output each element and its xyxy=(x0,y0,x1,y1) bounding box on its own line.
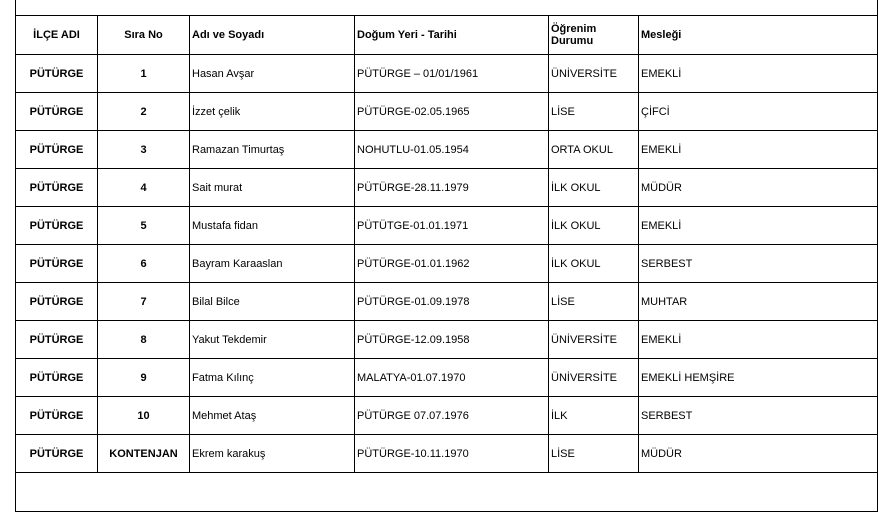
table-row xyxy=(16,55,878,93)
cell-meslek: MÜDÜR xyxy=(639,435,878,473)
cell-ilce: PÜTÜRGE xyxy=(16,93,98,131)
cell-ogrenim: ÜNİVERSİTE xyxy=(549,359,639,397)
cell-sira: 6 xyxy=(98,245,190,283)
cell-ogrenim: ÜNİVERSİTE xyxy=(549,55,639,93)
cell-ilce: PÜTÜRGE xyxy=(16,359,98,397)
cell-ad: Fatma Kılınç xyxy=(190,359,355,397)
cell-meslek: ÇİFCİ xyxy=(639,93,878,131)
cell-meslek: SERBEST xyxy=(639,397,878,435)
table-row xyxy=(16,93,878,131)
cell-sira: 3 xyxy=(98,131,190,169)
cell-dogum: PÜTÜRGE-01.09.1978 xyxy=(355,283,549,321)
header-dogum: Doğum Yeri - Tarihi xyxy=(355,16,549,55)
table-row xyxy=(16,245,878,283)
cell-dogum: NOHUTLU-01.05.1954 xyxy=(355,131,549,169)
cell-sira: 7 xyxy=(98,283,190,321)
cell-sira: 2 xyxy=(98,93,190,131)
cell-ad: Bilal Bilce xyxy=(190,283,355,321)
cell-ogrenim: İLK OKUL xyxy=(549,207,639,245)
cell-ad: Sait murat xyxy=(190,169,355,207)
cell-ilce: PÜTÜRGE xyxy=(16,435,98,473)
cell-ogrenim: LİSE xyxy=(549,435,639,473)
cell-ilce: PÜTÜRGE xyxy=(16,207,98,245)
header-ogrenim-line1: Öğrenim xyxy=(551,23,597,35)
cell-ilce: PÜTÜRGE xyxy=(16,397,98,435)
cell-ogrenim: ÜNİVERSİTE xyxy=(549,321,639,359)
cell-dogum: PÜTÜRGE-12.09.1958 xyxy=(355,321,549,359)
cell-ad: Mehmet Ataş xyxy=(190,397,355,435)
cell-ad: İzzet çelik xyxy=(190,93,355,131)
cell-ogrenim: ORTA OKUL xyxy=(549,131,639,169)
cell-ad: Bayram Karaaslan xyxy=(190,245,355,283)
cell-ilce: PÜTÜRGE xyxy=(16,283,98,321)
header-ogrenim xyxy=(549,16,639,55)
cell-sira: 1 xyxy=(98,55,190,93)
table-row xyxy=(16,321,878,359)
table-row xyxy=(16,397,878,435)
cell-ilce: PÜTÜRGE xyxy=(16,55,98,93)
cell-ogrenim: İLK OKUL xyxy=(549,245,639,283)
cell-sira: 10 xyxy=(98,397,190,435)
cell-ilce: PÜTÜRGE xyxy=(16,245,98,283)
header-ad: Adı ve Soyadı xyxy=(190,16,355,55)
cell-meslek: MUHTAR xyxy=(639,283,878,321)
table-bottom-blank-cell xyxy=(16,473,878,512)
cell-sira: KONTENJAN xyxy=(98,435,190,473)
header-ilce: İLÇE ADI xyxy=(16,16,98,55)
cell-sira: 9 xyxy=(98,359,190,397)
candidate-table xyxy=(15,0,878,512)
header-meslek: Mesleği xyxy=(639,16,878,55)
table-row xyxy=(16,207,878,245)
cell-sira: 8 xyxy=(98,321,190,359)
cell-sira: 4 xyxy=(98,169,190,207)
cell-ogrenim: İLK xyxy=(549,397,639,435)
cell-dogum: PÜTÜRGE – 01/01/1961 xyxy=(355,55,549,93)
table-row xyxy=(16,359,878,397)
cell-dogum: PÜTÜRGE-28.11.1979 xyxy=(355,169,549,207)
cell-ogrenim: LİSE xyxy=(549,93,639,131)
cell-dogum: PÜTÜRGE-01.01.1962 xyxy=(355,245,549,283)
cell-ad: Hasan Avşar xyxy=(190,55,355,93)
table-row xyxy=(16,283,878,321)
cell-meslek: EMEKLİ xyxy=(639,321,878,359)
cell-meslek: SERBEST xyxy=(639,245,878,283)
cell-sira: 5 xyxy=(98,207,190,245)
cell-ogrenim: İLK OKUL xyxy=(549,169,639,207)
table-top-blank-cell xyxy=(16,0,878,16)
cell-dogum: PÜTÜRGE-10.11.1970 xyxy=(355,435,549,473)
cell-ogrenim: LİSE xyxy=(549,283,639,321)
table-row xyxy=(16,169,878,207)
cell-dogum: PÜTÜRGE-02.05.1965 xyxy=(355,93,549,131)
cell-dogum: PÜTÜRGE 07.07.1976 xyxy=(355,397,549,435)
cell-meslek: MÜDÜR xyxy=(639,169,878,207)
table-top-blank-row xyxy=(16,0,878,16)
cell-ad: Ramazan Timurtaş xyxy=(190,131,355,169)
cell-ilce: PÜTÜRGE xyxy=(16,321,98,359)
header-ogrenim-line2: Durumu xyxy=(551,35,594,47)
table-bottom-blank-row xyxy=(16,473,878,512)
cell-ad: Yakut Tekdemir xyxy=(190,321,355,359)
cell-ilce: PÜTÜRGE xyxy=(16,131,98,169)
cell-ad: Ekrem karakuş xyxy=(190,435,355,473)
cell-dogum: MALATYA-01.07.1970 xyxy=(355,359,549,397)
table-header-row xyxy=(16,16,878,55)
table-row xyxy=(16,435,878,473)
cell-ad: Mustafa fidan xyxy=(190,207,355,245)
header-sira: Sıra No xyxy=(98,16,190,55)
cell-meslek: EMEKLİ HEMŞİRE xyxy=(639,359,878,397)
cell-ilce: PÜTÜRGE xyxy=(16,169,98,207)
table-row xyxy=(16,131,878,169)
cell-meslek: EMEKLİ xyxy=(639,131,878,169)
cell-meslek: EMEKLİ xyxy=(639,55,878,93)
cell-meslek: EMEKLİ xyxy=(639,207,878,245)
cell-dogum: PÜTÜTGE-01.01.1971 xyxy=(355,207,549,245)
